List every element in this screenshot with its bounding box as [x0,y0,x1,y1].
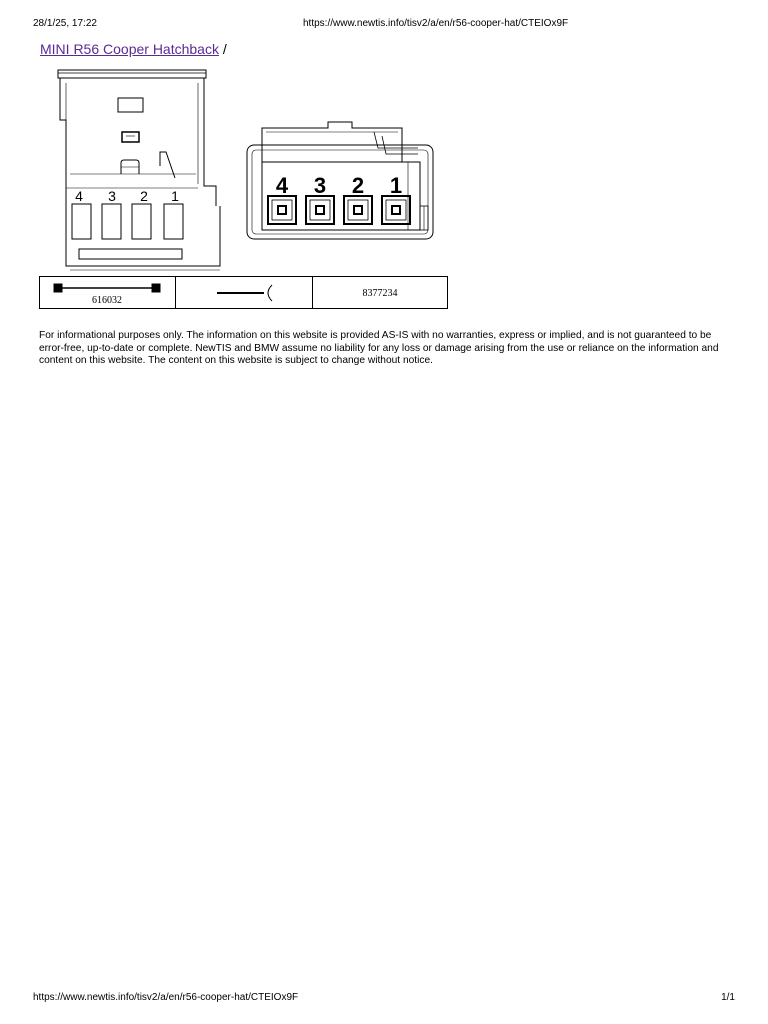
front-pin-label: 3 [313,173,327,198]
front-pin-label: 4 [275,173,289,198]
print-footer-url: https://www.newtis.info/tisv2/a/en/r56-cooper-hat/CTEIOx9F [33,992,299,1003]
breadcrumb [40,41,227,57]
front-pin-label: 2 [351,173,365,198]
page-number: 1/1 [721,992,735,1003]
front-pin-labels [276,173,402,198]
disclaimer-text: For informational purposes only. The information on this website is provided AS-IS with no warranties, express or implied, and is not guaranteed to be error-free, up-to-date or complete. NewTIS and BMW assume no liability for any loss or damage arising from the use or reliance on the information and content on this website. The content on this website is subject to change without notice. [39,330,719,366]
wire-terminal-icon [54,284,160,292]
front-pins [268,196,410,224]
part-number-616032: 616032 [92,295,122,306]
breadcrumb-separator: / [222,41,227,57]
print-header-url: https://www.newtis.info/tisv2/a/en/r56-cooper-hat/CTEIOx9F [303,18,569,29]
part-number-8377234: 8377234 [362,288,398,299]
side-pin-label: 2 [140,188,148,204]
side-pin-label: 3 [108,188,116,204]
front-pin-label: 1 [389,173,403,198]
side-pin-label: 4 [75,188,83,204]
breadcrumb-link-mini-r56[interactable]: MINI R56 Cooper Hatchback [40,41,219,57]
side-pin-label: 1 [171,188,179,204]
wire-cut-end-icon [217,285,272,301]
connector-side-view [58,70,220,270]
side-pin-labels [75,188,179,204]
connector-diagram [36,66,452,314]
print-datetime: 28/1/25, 17:22 [33,18,97,29]
